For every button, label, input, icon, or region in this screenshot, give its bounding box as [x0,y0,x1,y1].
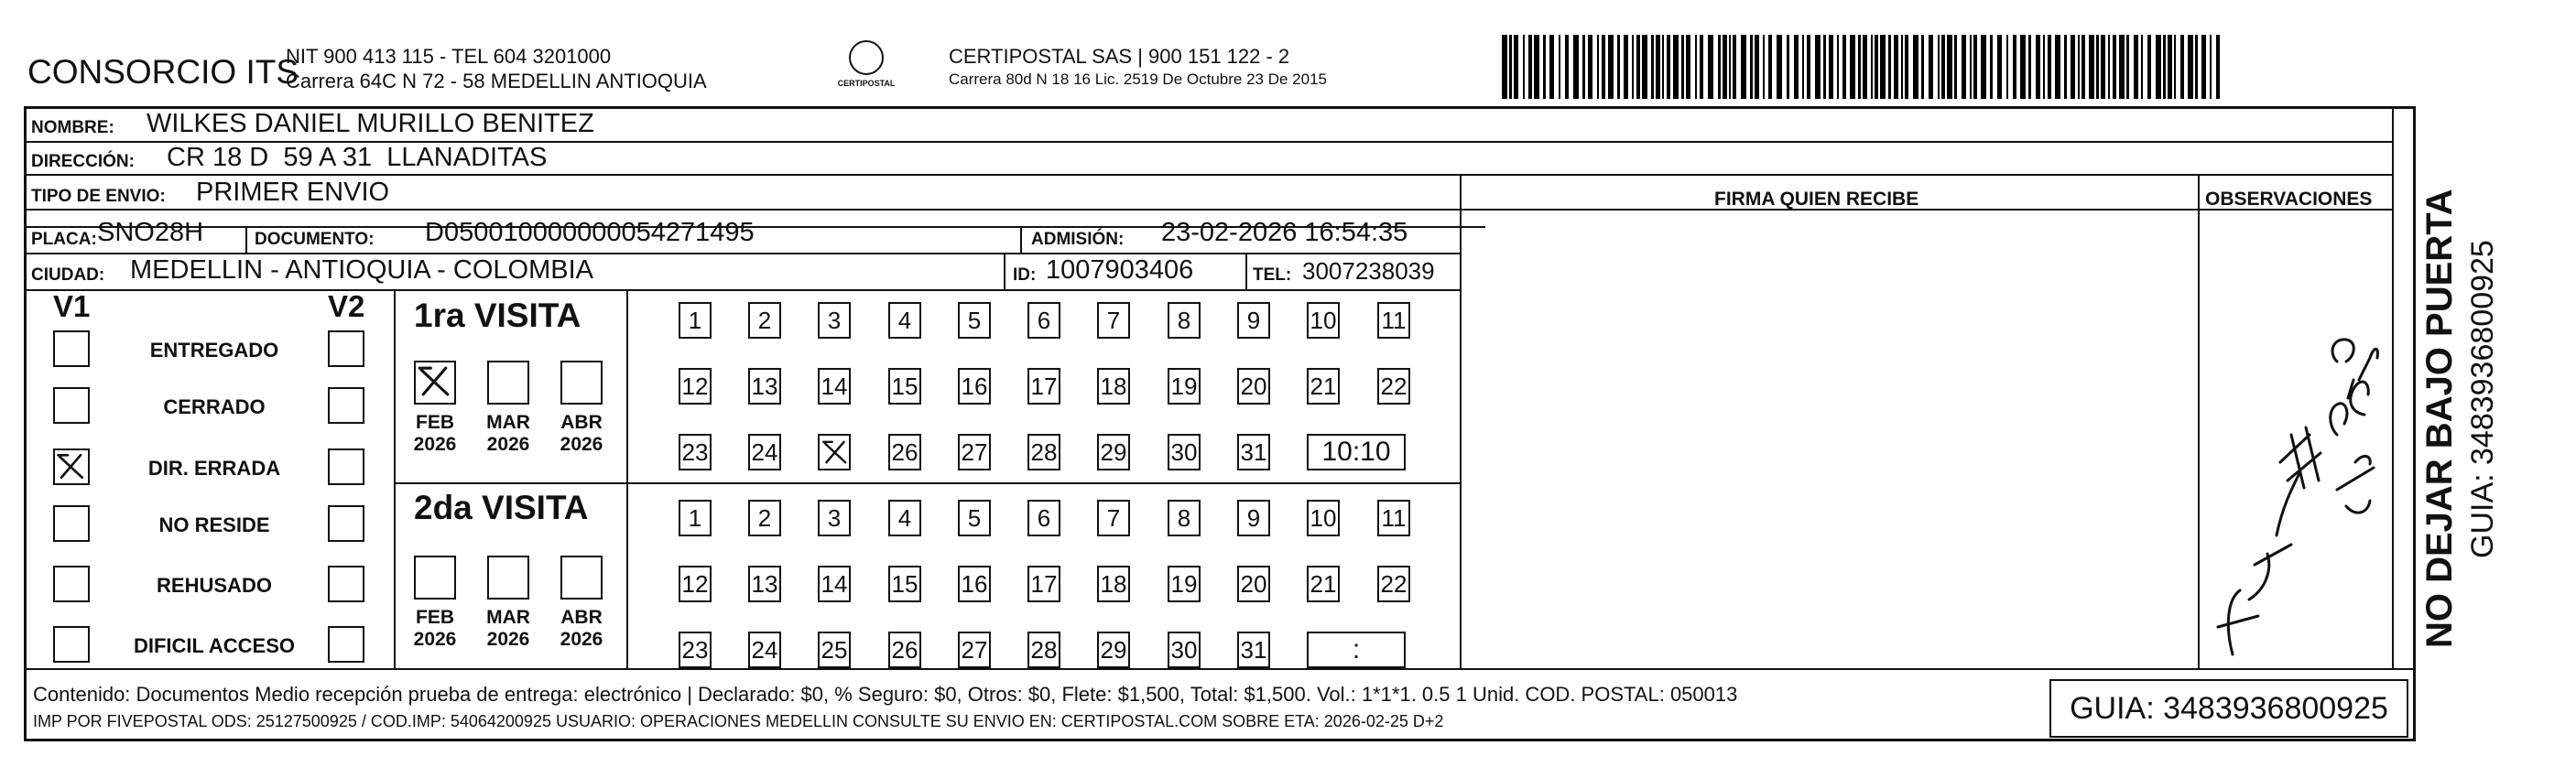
logo-emblem-icon [849,40,884,75]
barcode-bar [1662,35,1664,99]
day-box-20[interactable]: 20 [1237,368,1270,405]
barcode-bar [1723,35,1727,99]
side-guia: GUIA: 3483936800925 [2465,240,2500,558]
placa-label: PLACA: [31,230,97,249]
barcode-bar [1582,35,1585,99]
barcode-bar [2081,35,2085,99]
day-box-21[interactable]: 21 [1307,368,1340,405]
day-box-24[interactable]: 24 [748,632,781,668]
day-box-15[interactable]: 15 [888,566,921,602]
day-box-1[interactable]: 1 [679,302,712,339]
day-box-7[interactable]: 7 [1097,500,1130,536]
barcode-bar [1695,35,1697,99]
day-box-9[interactable]: 9 [1237,500,1270,536]
day-box-13[interactable]: 13 [748,368,781,405]
month-label: ABR 2026 [560,607,603,650]
barcode-bar [1755,35,1759,99]
month-label: FEB 2026 [413,412,457,455]
day-box-18[interactable]: 18 [1097,368,1130,405]
ciudad-value: MEDELLIN - ANTIOQUIA - COLOMBIA [130,255,593,285]
barcode-bar [1777,35,1782,99]
barcode-bar [2036,35,2040,99]
carrier-info [949,44,1327,91]
footer-content-line: Contenido: Documentos Medio recepción prueba de entrega: electrónico | Declarado: $0, % Seguro: $0, Otros: $0, Flete: $1,500, Total: $1,500. Vol.: 1*1*1. 0.5 1 Unid. COD. POSTAL: 050013 [33,683,1738,706]
visit-time-box[interactable]: : [1307,632,1406,668]
barcode-bar [2163,35,2166,99]
barcode-bar [1888,35,1891,99]
barcode-bar [1509,35,1512,99]
day-box-5[interactable]: 5 [958,500,991,536]
month-checkbox-abr[interactable] [560,361,603,405]
month-checkbox-mar[interactable] [487,361,529,405]
status-label: REHUSADO [157,574,272,597]
barcode-bar [1673,35,1679,99]
barcode-bar [1973,35,1977,99]
month-label: MAR 2026 [486,412,530,455]
nombre-label: NOMBRE: [31,118,114,137]
carrier-line: CERTIPOSTAL SAS | 900 151 122 - 2 [949,45,1290,68]
day-box-7[interactable]: 7 [1097,302,1130,339]
day-box-1[interactable]: 1 [679,500,712,536]
barcode-bar [1807,35,1810,99]
barcode-bar [1901,35,1903,99]
barcode-bar [1913,35,1918,99]
v1-checkbox[interactable] [53,566,90,602]
first-visit-title: 1ra VISITA [414,297,582,334]
barcode-bar [1815,35,1821,99]
day-box-16[interactable]: 16 [958,566,991,602]
barcode-bar [1502,35,1507,99]
v1-checkbox[interactable] [53,330,90,367]
barcode [1502,35,2225,99]
footer-print-line: IMP POR FIVEPOSTAL ODS: 25127500925 / COD.IMP: 54064200925 USUARIO: OPERACIONES MEDELLIN CONSULTE SU ENVIO EN: CERTIPOSTAL.COM SOBRE ETA: 2026-02-25 D+2 [33,712,1444,730]
status-label: NO RESIDE [158,513,270,536]
barcode-bar [1729,35,1731,99]
day-box-19[interactable]: 19 [1168,566,1201,602]
barcode-bar [1997,35,2002,99]
barcode-bar [2210,35,2212,99]
day-box-18[interactable]: 18 [1097,566,1130,602]
barcode-bar [1880,35,1886,99]
day-box-3[interactable]: 3 [818,500,851,536]
day-box-8[interactable]: 8 [1168,302,1201,339]
tel-value: 3007238039 [1302,257,1435,285]
barcode-bar [2096,35,2099,99]
barcode-bar [2195,35,2198,99]
barcode-bar [1543,35,1546,99]
barcode-bar [2141,35,2143,99]
guia-number-box: GUIA: 3483936800925 [2049,679,2408,738]
shipment-type: PRIMER ENVIO [196,178,390,207]
logo-text: CERTIPOSTAL [837,79,896,88]
barcode-bar [1905,35,1908,99]
day-box-29[interactable]: 29 [1097,632,1130,668]
day-box-14[interactable]: 14 [818,368,851,405]
barcode-bar [2216,35,2220,99]
day-box-3[interactable]: 3 [818,302,851,339]
status-label: DIR. ERRADA [147,457,281,480]
barcode-bar [1929,35,1933,99]
barcode-bar [1871,35,1873,99]
id-label: ID: [1013,265,1037,285]
barcode-bar [1523,35,1525,99]
day-box-29[interactable]: 29 [1097,434,1130,470]
barcode-bar [2108,35,2110,99]
barcode-bar [1829,35,1833,99]
day-box-26[interactable]: 26 [888,632,921,668]
barcode-bar [1938,35,1940,99]
v1-checkbox[interactable] [53,448,90,485]
barcode-bar [1624,35,1628,99]
month-label: FEB 2026 [413,607,457,650]
day-box-17[interactable]: 17 [1027,368,1060,405]
admision-label: ADMISIÓN: [1031,230,1125,249]
v2-checkbox[interactable] [328,505,364,542]
day-box-4[interactable]: 4 [888,302,921,339]
day-box-14[interactable]: 14 [818,566,851,602]
day-box-21[interactable]: 21 [1307,566,1340,602]
barcode-bar [1651,35,1654,99]
barcode-bar [1602,35,1605,99]
day-box-16[interactable]: 16 [958,368,991,405]
month-checkbox-mar[interactable] [487,556,529,600]
tipo-label: TIPO DE ENVIO: [31,187,166,206]
day-box-11[interactable]: 11 [1377,302,1410,339]
barcode-bar [2078,35,2080,99]
barcode-bar [1528,35,1532,99]
barcode-bar [2006,35,2008,99]
firma-header: FIRMA QUIEN RECIBE [1714,189,1919,210]
barcode-bar [1534,35,1539,99]
barcode-bar [1686,35,1690,99]
x-mark-icon [416,362,453,400]
x-mark-icon [821,438,850,467]
barcode-bar [2147,35,2151,99]
day-box-31[interactable]: 31 [1237,434,1270,470]
barcode-bar [2168,35,2172,99]
barcode-bar [2101,35,2105,99]
barcode-bar [2043,35,2045,99]
day-box-23[interactable]: 23 [679,632,712,668]
barcode-bar [1733,35,1736,99]
barcode-bar [1990,35,1993,99]
barcode-bar [1842,35,1846,99]
barcode-bar [1962,35,1966,99]
barcode-bar [1656,35,1660,99]
day-box-28[interactable]: 28 [1027,434,1060,470]
barcode-bar [1802,35,1804,99]
status-label: CERRADO [163,395,266,418]
v1-checkbox[interactable] [53,387,90,424]
barcode-bar [1632,35,1634,99]
second-visit-title: 2da VISITA [414,489,589,526]
barcode-bar [1921,35,1924,99]
barcode-bar [2188,35,2193,99]
barcode-bar [2013,35,2016,99]
barcode-bar [1718,35,1721,99]
v2-checkbox[interactable] [328,566,364,602]
barcode-bar [2156,35,2161,99]
ciudad-label: CIUDAD: [31,265,105,285]
v2-checkbox[interactable] [328,330,364,367]
day-box-17[interactable]: 17 [1027,566,1060,602]
day-box-2[interactable]: 2 [748,500,781,536]
barcode-bar [1941,35,1945,99]
barcode-bar [2174,35,2176,99]
barcode-bar [1565,35,1569,99]
recipient-name: WILKES DANIEL MURILLO BENITEZ [147,109,594,138]
v2-checkbox[interactable] [328,626,364,663]
day-box-4[interactable]: 4 [888,500,921,536]
v2-checkbox[interactable] [328,387,364,424]
day-box-6[interactable]: 6 [1027,500,1060,536]
day-box-15[interactable]: 15 [888,368,921,405]
barcode-bar [1863,35,1867,99]
barcode-bar [1700,35,1703,99]
v1-checkbox[interactable] [53,505,90,542]
barcode-bar [1549,35,1554,99]
day-box-22[interactable]: 22 [1377,368,1410,405]
day-box-19[interactable]: 19 [1168,368,1201,405]
day-box-22[interactable]: 22 [1377,566,1410,602]
barcode-bar [1559,35,1560,99]
day-box-31[interactable]: 31 [1237,632,1270,668]
barcode-bar [1642,35,1647,99]
direccion-label: DIRECCIÓN: [31,152,135,171]
barcode-bar [2020,35,2026,99]
barcode-bar [1573,35,1579,99]
visit-time-box[interactable]: 10:10 [1307,434,1406,470]
handwritten-observation [2200,325,2379,664]
month-checkbox-feb[interactable] [414,556,456,600]
day-box-6[interactable]: 6 [1027,302,1060,339]
barcode-bar [2055,35,2060,99]
month-checkbox-feb[interactable] [414,361,456,405]
barcode-bar [1708,35,1713,99]
barcode-bar [1763,35,1765,99]
day-box-13[interactable]: 13 [748,566,781,602]
barcode-bar [2064,35,2067,99]
documento-label: DOCUMENTO: [255,230,375,249]
barcode-bar [2113,35,2116,99]
day-box-30[interactable]: 30 [1168,434,1201,470]
barcode-bar [1981,35,1986,99]
day-box-9[interactable]: 9 [1237,302,1270,339]
day-box-5[interactable]: 5 [958,302,991,339]
barcode-bar [2071,35,2075,99]
barcode-bar [1617,35,1620,99]
barcode-bar [1823,35,1826,99]
day-box-10[interactable]: 10 [1307,500,1340,536]
company-info [286,44,707,93]
x-mark-icon [55,450,87,482]
barcode-bar [2126,35,2129,99]
barcode-bar [1970,35,1972,99]
day-box-23[interactable]: 23 [679,434,712,470]
barcode-bar [1787,35,1789,99]
day-box-20[interactable]: 20 [1237,566,1270,602]
observaciones-header: OBSERVACIONES [2205,189,2373,210]
recipient-address: CR 18 D 59 A 31 LLANADITAS [167,143,548,172]
barcode-bar [2089,35,2094,99]
day-box-25[interactable] [818,434,851,470]
barcode-bar [1750,35,1753,99]
barcode-bar [1741,35,1746,99]
barcode-bar [1608,35,1614,99]
day-box-11[interactable]: 11 [1377,500,1410,536]
day-box-24[interactable]: 24 [748,434,781,470]
barcode-bar [2180,35,2184,99]
day-box-28[interactable]: 28 [1027,632,1060,668]
barcode-bar [1894,35,1898,99]
carrier-address: Carrera 80d N 18 16 Lic. 2519 De Octubre 23 De 2015 [949,70,1327,88]
day-box-25[interactable]: 25 [818,632,851,668]
barcode-bar [1588,35,1592,99]
barcode-bar [1597,35,1599,99]
month-label: ABR 2026 [560,412,603,455]
barcode-bar [2048,35,2051,99]
barcode-bar [2119,35,2125,99]
barcode-bar [1837,35,1839,99]
month-checkbox-abr[interactable] [560,556,603,600]
barcode-bar [2134,35,2138,99]
barcode-bar [1768,35,1772,99]
v1-checkbox[interactable] [53,626,90,663]
day-box-8[interactable]: 8 [1168,500,1201,536]
v1-header: V1 [53,289,91,323]
id-value: 1007903406 [1046,255,1194,285]
barcode-bar [1858,35,1861,99]
day-box-12[interactable]: 12 [679,566,712,602]
barcode-bar [1514,35,1518,99]
placa-value: SNO28H [97,218,204,247]
day-box-10[interactable]: 10 [1307,302,1340,339]
v2-checkbox[interactable] [328,448,364,485]
barcode-bar [1794,35,1799,99]
barcode-bar [2201,35,2206,99]
v2-header: V2 [328,289,365,323]
status-label: DIFICIL ACCESO [133,634,295,657]
company-name: CONSORCIO ITS [27,53,299,91]
documento-value: D050010000000054271495 [425,218,755,247]
nit-line: NIT 900 413 115 - TEL 604 3201000 [286,45,612,68]
status-label: ENTREGADO [149,339,279,362]
day-box-12[interactable]: 12 [679,368,712,405]
day-box-27[interactable]: 27 [958,632,991,668]
company-address: Carrera 64C N 72 - 58 MEDELLIN ANTIOQUIA [286,70,707,92]
barcode-bar [1667,35,1670,99]
barcode-bar [1954,35,1957,99]
day-box-30[interactable]: 30 [1168,632,1201,668]
day-box-27[interactable]: 27 [958,434,991,470]
barcode-bar [1636,35,1640,99]
side-warning: NO DEJAR BAJO PUERTA [2419,189,2460,648]
barcode-bar [1875,35,1878,99]
month-label: MAR 2026 [486,607,530,650]
admision-value: 23-02-2026 16:54:35 [1161,218,1408,247]
barcode-bar [1947,35,1952,99]
day-box-2[interactable]: 2 [748,302,781,339]
tel-label: TEL: [1253,265,1292,285]
certipostal-logo [830,40,903,88]
barcode-bar [1850,35,1855,99]
barcode-bar [2028,35,2031,99]
day-box-26[interactable]: 26 [888,434,921,470]
barcode-bar [1681,35,1684,99]
